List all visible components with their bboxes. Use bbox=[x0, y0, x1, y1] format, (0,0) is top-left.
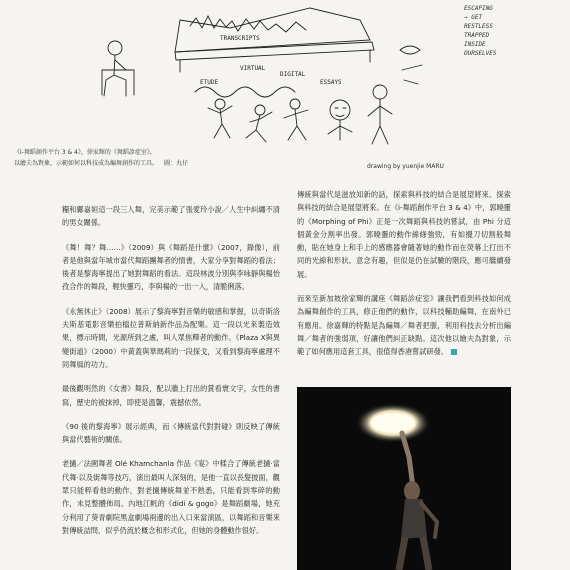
paragraph-text: 而來至新加坡徐家輝的講座《舞蹈診症室》讓我們看到科技如何成為編舞創作的工具，修正他們的動作，以科技輔助編舞，在南外已有應用。徐嘉輝的特點是為編舞／舞者把脈，利用科技去分析出編舞／舞者的強弱項，好讓他們糾正缺點。這次他以繪夫為對象，示範了如何應用這套工具，很值得香港嘗試研發。 bbox=[297, 294, 511, 357]
dancer-photo-illustration bbox=[297, 387, 511, 570]
caption-text: 以繪夫為對象，示範如何以科技成為編舞創作的工具。 bbox=[14, 160, 159, 167]
caption-line-2 bbox=[14, 158, 289, 169]
paragraph: 老撾／法國舞者 Olé Khamchanla 作品《宴》中糅合了傳統老撾‧當代舞‧以及街舞等技巧，演出最叫人深刻的，是他一直以長髮披面，觀眾只能粹看他的動作，對老撾傳統舞並不熟悉，只能看到零碎的動作，未見整體佈局。內地江帆的《didi & gogo》是舞蹈劇場，她充分利用了葵青劇院黑盒劇場兩邊的出入口來當演區，以舞蹈和音樂來對傳統詰問，似乎仍流於概念和形式化，但她的身體動作很好。 bbox=[62, 459, 280, 535]
handnote-line: OURSELVES bbox=[464, 50, 497, 57]
sketch-word-4: ESSAYS bbox=[320, 79, 342, 86]
sketch-illustration bbox=[100, 0, 440, 150]
paragraph: 《90 後的黎海寧》展示經典，而《傳統當代對對碰》則反映了傳統與當代藝術的關係。 bbox=[62, 421, 280, 445]
photo-credit: 圖：丸仔 bbox=[163, 160, 188, 167]
figure-caption bbox=[14, 147, 289, 169]
caption-line-1: 《i-舞蹈創作平台 3 & 4》，徐家輝的《舞蹈診症室》， bbox=[14, 149, 156, 156]
handnote-line: ESCAPING bbox=[464, 5, 493, 12]
paragraph bbox=[297, 292, 511, 358]
paragraph: 《舞！舞？舞……》（2009）與《舞蹈是什麼》（2007，錄像），前者是他與當年城市當代舞蹈團舞者的情書，大家分享對舞蹈的看法；後者是黎海寧提出了她對舞蹈的看法。這段林波分別與李咏靜與楊怡孜合作的舞段，輕快靈巧，李與楊的一出一入，清脆俐落。 bbox=[62, 242, 280, 292]
handnote-line: → GET bbox=[464, 14, 483, 21]
sketch-word-5: TRANSCRIPTS bbox=[220, 35, 260, 42]
end-mark-icon bbox=[451, 349, 457, 355]
left-column bbox=[62, 203, 280, 548]
paragraph: 傳統與當代是滋放知新的話，探索與科技的結合是展望將來。探索與科技的結合是展望將來。在《i-舞蹈創作平台 3 & 4》中，郭曉靈的《Morphing of Phi》正是一次舞蹈與科技的嘗試，由 Phi 分這個黃金分割率出發。郭曉靈的動作線條強勁，有如攪刀切割般舞動，貼在她身上和手上的感應器會隨著她的動作而在熒幕上打出不同的光線和形狀。意念有趣，但似是仍在試驗的階段，應可繼續發展。 bbox=[297, 190, 511, 279]
dancer-photo bbox=[297, 387, 511, 570]
handnote-line: INSIDE bbox=[464, 41, 486, 48]
drawing-credit: drawing by yuenjie MARU bbox=[367, 163, 444, 170]
sketch-word-3: ETUDE bbox=[200, 79, 219, 86]
handwritten-note bbox=[464, 4, 564, 58]
handnote-line: RESTLESS bbox=[464, 23, 493, 30]
handnote-line: TRAPPED bbox=[464, 32, 490, 39]
sketch-word-1: VIRTUAL bbox=[240, 65, 266, 72]
sketch-word-2: DIGITAL bbox=[280, 71, 306, 78]
right-column bbox=[297, 188, 511, 370]
paragraph: 最後觀明然的《女書》舞段，配以牆上打出的賞看寰文字，女性的書寫，歷史的被抹掉，即使是溫馨，震撼依然。 bbox=[62, 384, 280, 407]
paragraph: 糧和鄺嘉姮這一段三人舞，完美示範了張愛玲小說／人生中糾纏不清的男女關係。 bbox=[62, 205, 280, 228]
paragraph: 《永無休止》（2008）展示了黎海寧對音樂的敏感和掌握，以奇斯洛夫斯基電影音樂拍檔拉普斯納新作品為配樂。這一段以光來製造效果，標示時間，光源所到之處，叫人眾焦釋者的動作。《Plaza X與異變街道》（2000）中黃蓋與華瑪莉的一段探戈，又看到黎海寧處理不同舞風的功力。 bbox=[62, 306, 280, 369]
